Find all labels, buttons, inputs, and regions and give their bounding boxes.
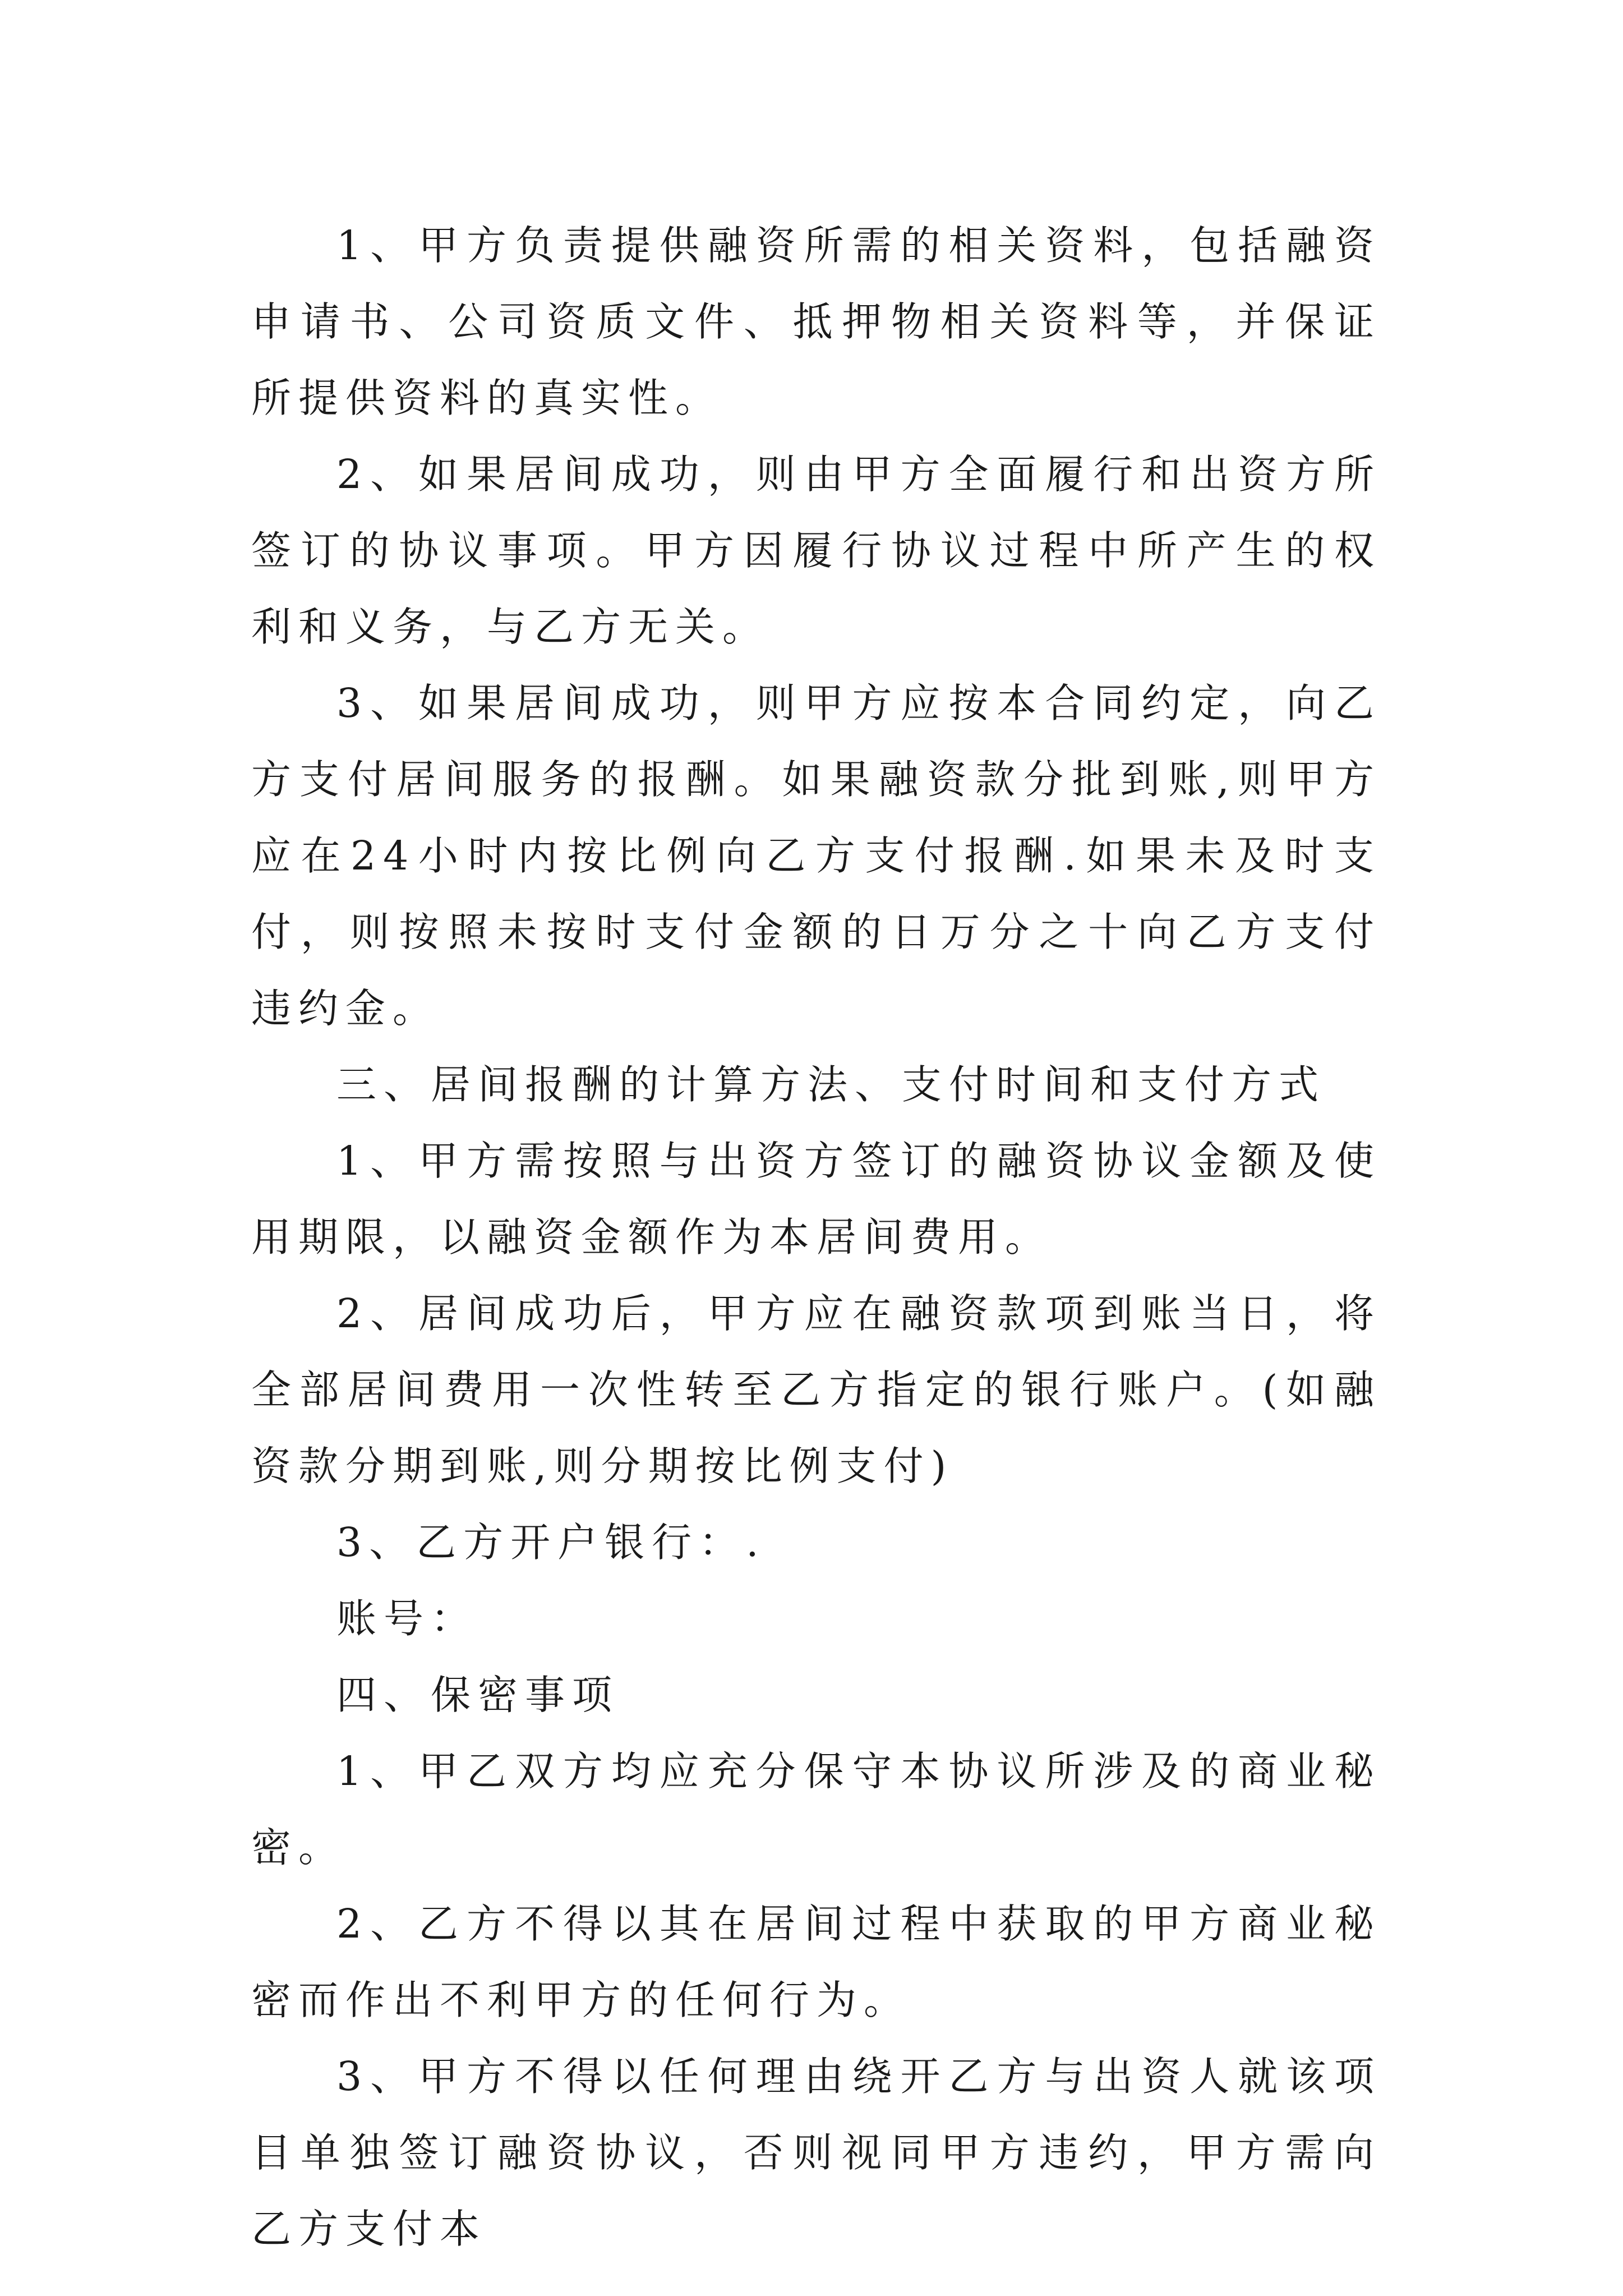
paragraph-remuneration-1: 1、甲方需按照与出资方签订的融资协议金额及使用期限，以融资金额作为本居间费用。 [251,1138,1381,1260]
paragraph-clause-1: 1、甲方负责提供融资所需的相关资料，包括融资申请书、公司资质文件、抵押物相关资料等，并保证所提供资料的真实性。 [251,222,1381,421]
paragraph-bank: 3、乙方开户银行：. [336,1519,766,1566]
section-heading-confidentiality: 四、保密事项 [336,1672,620,1718]
paragraph-clause-2: 2、如果居间成功，则由甲方全面履行和出资方所签订的协议事项。甲方因履行协议过程中所产生的权利和义务，与乙方无关。 [251,451,1381,650]
paragraph-remuneration-2: 2、居间成功后，甲方应在融资款项到账当日，将全部居间费用一次性转至乙方指定的银行账户。(如融资款分期到账,则分期按比例支付) [251,1290,1381,1489]
document-body [251,208,1381,2267]
paragraph-clause-3: 3、如果居间成功，则甲方应按本合同约定，向乙方支付居间服务的报酬。如果融资款分批到账,则甲方应在24小时内按比例向乙方支付报酬.如果未及时支付，则按照未按时支付金额的日万分之十向乙方支付违约金。 [251,680,1381,1032]
paragraph-account-number: 账号： [336,1595,478,1642]
paragraph-confidentiality-1: 1、甲乙双方均应充分保守本协议所涉及的商业秘密。 [251,1748,1381,1871]
paragraph-confidentiality-2: 2、乙方不得以其在居间过程中获取的甲方商业秘密而作出不利甲方的任何行为。 [251,1901,1381,2023]
paragraph-confidentiality-3: 3、甲方不得以任何理由绕开乙方与出资人就该项目单独签订融资协议，否则视同甲方违约，甲方需向乙方支付本 [251,2053,1381,2252]
section-heading-remuneration: 三、居间报酬的计算方法、支付时间和支付方式 [336,1061,1326,1108]
